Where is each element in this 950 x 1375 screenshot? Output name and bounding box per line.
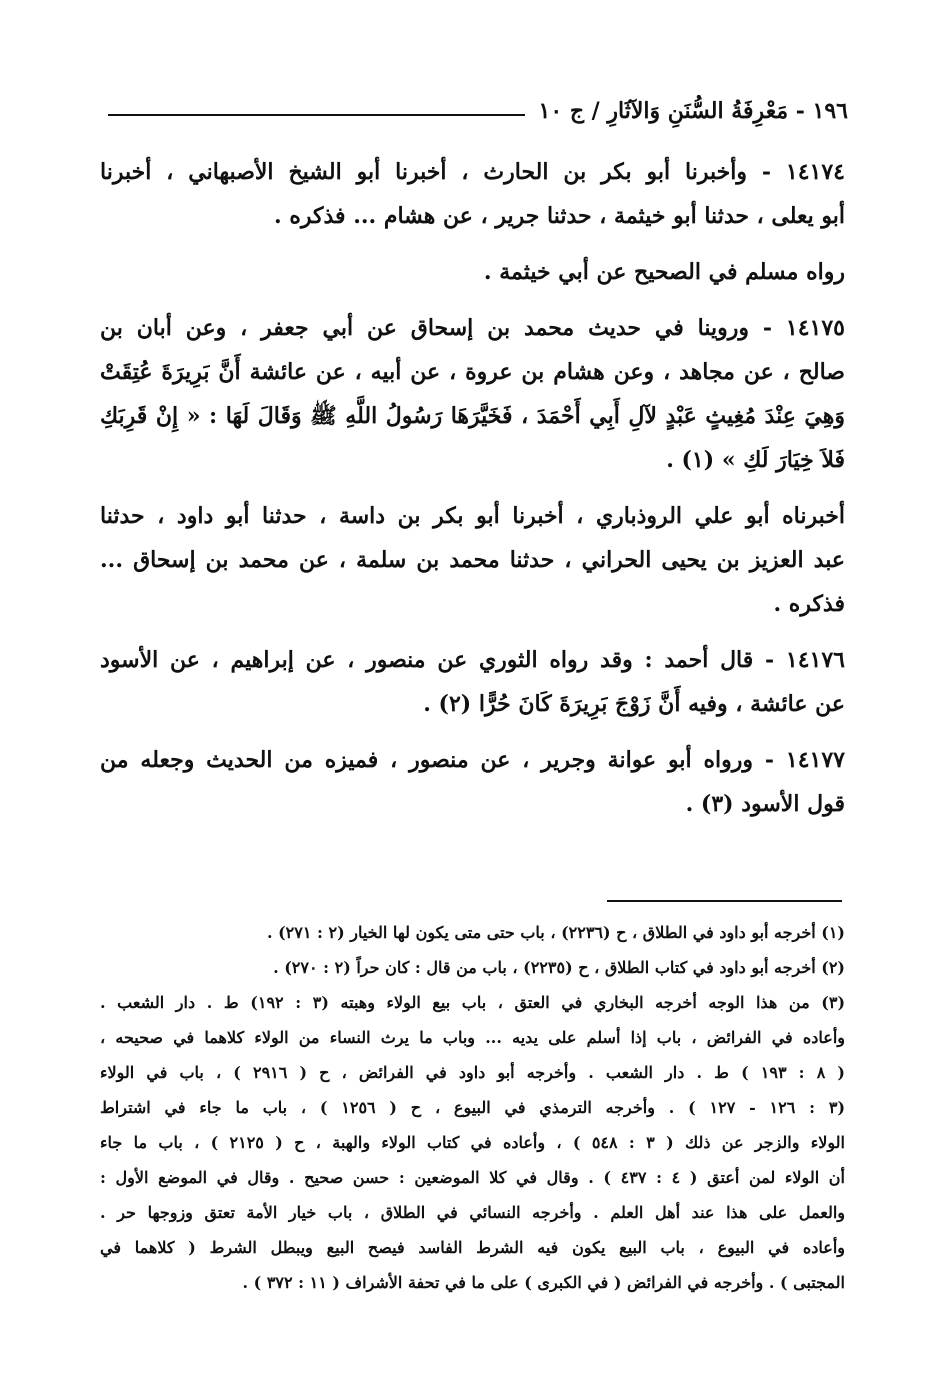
footnote-3-line: ( ٨ : ١٩٣ ) ط . دار الشعب . وأخرجه أبو داود في الفرائض ، ح ( ٢٩١٦ ) ، باب في الولاء [100, 1063, 845, 1082]
text-line: ١٤١٧٦ - قال أحمد : وقد رواه الثوري عن منصور ، عن إبراهيم ، عن الأسود [100, 647, 845, 673]
text-line: فذكره . [773, 591, 845, 617]
footnote-rule [607, 900, 842, 902]
footnote-3-line: وأعاده في البيوع ، باب البيع يكون فيه الشرط الفاسد فيصح البيع ويبطل الشرط ( كلاهما في [100, 1238, 845, 1257]
paragraph-14176 [100, 638, 845, 726]
text-line: فَلاَ خِيَارَ لَكِ » (١) . [666, 447, 845, 473]
footnote-1: (١) أخرجه أبو داود في الطلاق ، ح (٢٢٣٦) ، باب حتى متى يكون لها الخيار (٢ : ٢٧١) . [266, 923, 845, 942]
footnote-3: (٣) من هذا الوجه أخرجه البخاري في العتق ، باب بيع الولاء وهبته (٣ : ١٩٢) ط . دار الشعب . [100, 993, 845, 1012]
text-line: أخبرناه أبو علي الروذباري ، أخبرنا أبو بكر بن داسة ، حدثنا أبو داود ، حدثنا [100, 503, 845, 529]
paragraph-14174 [100, 150, 845, 238]
running-title: ١٩٦ - مَعْرِفَةُ السُّنَنِ وَالآثَارِ / ج ١٠ [538, 98, 848, 124]
footnote-3-line: (٣ : ١٢٦ - ١٢٧ ) . وأخرجه الترمذي في البيوع ، ح ( ١٢٥٦ ) ، باب ما جاء في اشتراط [100, 1098, 845, 1117]
text-line: صالح ، عن مجاهد ، وعن هشام بن عروة ، عن أبيه ، عن عائشة أَنَّ بَرِيرَةَ عُتِقَتْ [100, 359, 845, 385]
paragraph-14175 [100, 306, 845, 482]
text-line: أبو يعلى ، حدثنا أبو خيثمة ، حدثنا جرير ، عن هشام ... فذكره . [274, 203, 845, 229]
footnotes [100, 915, 845, 1300]
text-line: قول الأسود (٣) . [685, 791, 845, 817]
footnote-3-line: والعمل على هذا عند أهل العلم . وأخرجه النسائي في الطلاق ، باب خيار الأمة تعتق وزوجها حر . [100, 1203, 845, 1222]
text-line: عبد العزيز بن يحيى الحراني ، حدثنا محمد بن سلمة ، عن محمد بن إسحاق ... [100, 547, 845, 573]
footnote-3-line: وأعاده في الفرائض ، باب إذا أسلم على يديه ... وباب ما يرث النساء من الولاء كلاهما في صحيحه ، [100, 1028, 845, 1047]
footnote-2: (٢) أخرجه أبو داود في كتاب الطلاق ، ح (٢٢٣٥) ، باب من قال : كان حراً (٢ : ٢٧٠) . [273, 958, 845, 977]
paragraph-14177 [100, 738, 845, 826]
text-line: عن عائشة ، وفيه أَنَّ زَوْجَ بَرِيرَةَ كَانَ حُرًّا (٢) . [423, 691, 845, 717]
page-header [108, 84, 848, 124]
paragraph-rudhbari [100, 494, 845, 626]
footnote-3-line: الولاء والزجر عن ذلك ( ٣ : ٥٤٨ ) ، وأعاده في كتاب الولاء والهبة ، ح ( ٢١٢٥ ) ، باب ما جاء [100, 1133, 845, 1152]
text-line: ١٤١٧٤ - وأخبرنا أبو بكر بن الحارث ، أخبرنا أبو الشيخ الأصبهاني ، أخبرنا [100, 159, 845, 185]
text-line: وَهِيَ عِنْدَ مُغِيثٍ عَبْدٍ لآلِ أَبِي أَحْمَدَ ، فَخَيَّرَهَا رَسُولُ اللَّهِ ﷺ وَقَالَ لَهَا : « إِنْ قَرِبَكِ [100, 403, 845, 429]
footnote-3-line: المجتبى ) . وأخرجه في الفرائض ( في الكبرى ) على ما في تحفة الأشراف ( ١١ : ٣٧٢ ) . [242, 1273, 845, 1292]
text-line: ١٤١٧٥ - وروينا في حديث محمد بن إسحاق عن أبي جعفر ، وعن أبان بن [100, 315, 845, 341]
text-line: رواه مسلم في الصحيح عن أبي خيثمة . [483, 259, 845, 285]
footnote-3-line: أن الولاء لمن أعتق ( ٤ : ٤٣٧ ) . وقال في كلا الموضعين : حسن صحيح . وقال في الموضع الأول : [100, 1168, 845, 1187]
paragraph-muslim [100, 250, 845, 294]
text-line: ١٤١٧٧ - ورواه أبو عوانة وجرير ، عن منصور ، فميزه من الحديث وجعله من [100, 747, 845, 773]
main-text [100, 150, 845, 838]
header-rule [108, 114, 525, 116]
